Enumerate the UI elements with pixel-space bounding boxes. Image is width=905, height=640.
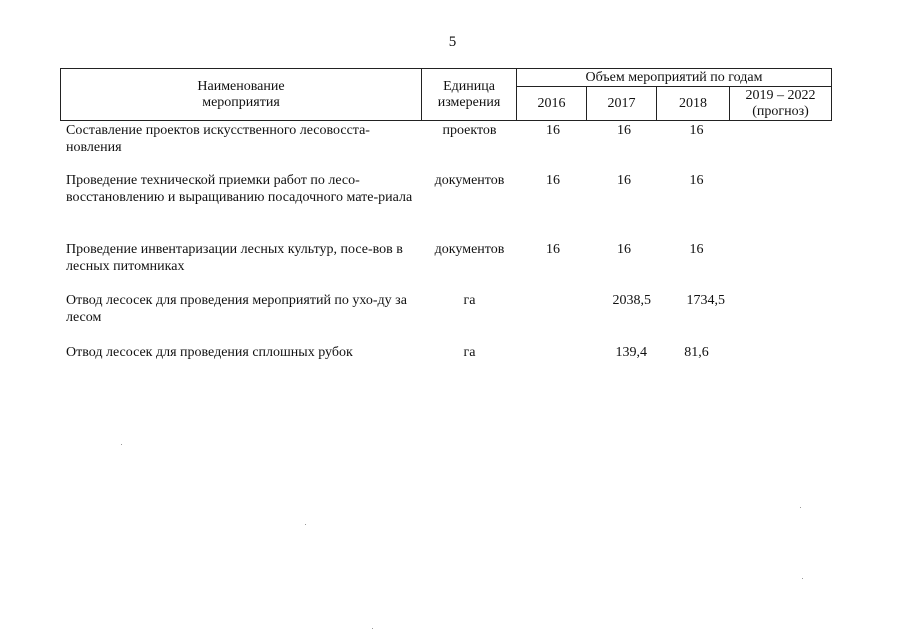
activity-unit: га	[463, 293, 476, 308]
value-2017: 16	[617, 123, 631, 138]
value-2018: 81,6	[684, 345, 709, 360]
scan-speck	[800, 507, 801, 508]
activity-name: Отвод лесосек для проведения мероприятий по ухо-ду за лесом	[66, 293, 407, 325]
value-2016: 16	[546, 123, 560, 138]
value-2017: 16	[617, 173, 631, 188]
activity-name: Отвод лесосек для проведения сплошных рубок	[66, 345, 353, 360]
header-year-forecast: 2019 – 2022 (прогноз)	[730, 87, 832, 121]
activity-unit: проектов	[442, 123, 497, 138]
header-year-2018: 2018	[657, 87, 730, 121]
activity-unit: га	[463, 345, 476, 360]
scan-speck	[372, 628, 373, 629]
value-2018: 1734,5	[686, 293, 725, 308]
value-2016: 16	[546, 173, 560, 188]
scan-speck	[305, 524, 306, 525]
value-2017: 2038,5	[612, 293, 651, 308]
activity-name: Составление проектов искусственного лесовосста-новления	[66, 123, 370, 155]
header-name-column: Наименование мероприятия	[61, 69, 422, 121]
header-year-2016: 2016	[517, 87, 587, 121]
activity-unit: документов	[434, 173, 505, 188]
activity-unit: документов	[434, 242, 505, 257]
header-unit-column: Единица измерения	[422, 69, 517, 121]
value-2018: 16	[689, 242, 704, 257]
header-volume-group: Объем мероприятий по годам	[517, 69, 832, 87]
activity-name: Проведение инвентаризации лесных культур, посе-вов в лесных питомниках	[66, 242, 403, 274]
scan-speck	[802, 578, 803, 579]
value-2018: 16	[689, 123, 704, 138]
table-header	[60, 68, 832, 121]
value-2017: 16	[617, 242, 631, 257]
value-2017: 139,4	[615, 345, 647, 360]
scan-speck	[121, 444, 122, 445]
value-2016: 16	[546, 242, 560, 257]
value-2018: 16	[689, 173, 704, 188]
page-number: 5	[448, 34, 457, 50]
header-year-2017: 2017	[587, 87, 657, 121]
activity-name: Проведение технической приемки работ по лесо-восстановлению и выращиванию посадочного мате-риала	[66, 173, 413, 205]
